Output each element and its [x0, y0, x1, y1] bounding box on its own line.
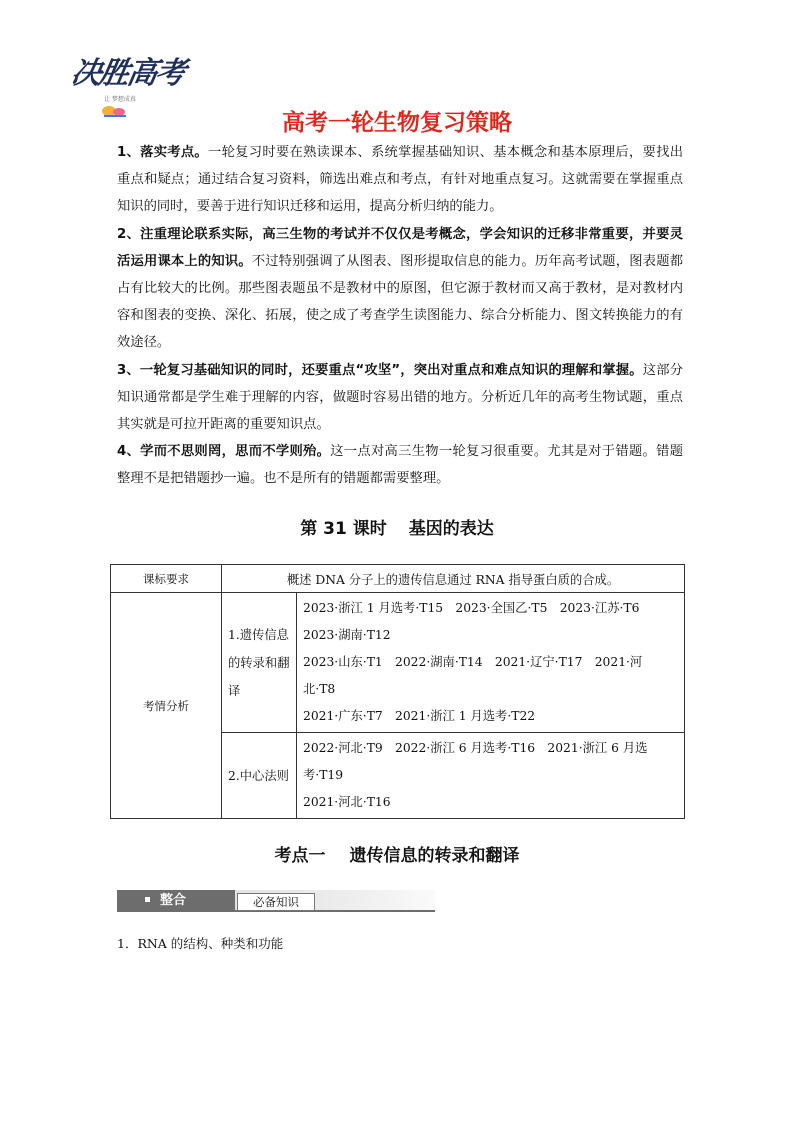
exam-line: 2021·河北·T16	[303, 795, 391, 809]
strategy-paragraph-1	[117, 139, 683, 221]
exam-line: 2021·广东·T7 2021·浙江 1 月选考·T22	[303, 709, 536, 723]
lesson-number: 第 31 课时	[300, 519, 387, 539]
lesson-name: 基因的表达	[408, 519, 494, 539]
exam-line: 2023·山东·T1 2022·湖南·T14 2021·辽宁·T17 2021·河	[303, 655, 643, 669]
curriculum-table	[110, 564, 685, 819]
strategy-point-1-body: 一轮复习时要在熟读课本、系统掌握基础知识、基本概念和基本原理后，要找出重点和疑点；通过结合复习资料，筛选出难点和考点，有针对地重点复习。这就需要在掌握重点知识的同时，要善于进行知识迁移和运用，提高分析归纳的能力。	[117, 145, 683, 215]
logo-text: 决胜高考	[68, 56, 187, 91]
topic-2-name: 2.中心法则	[222, 733, 297, 819]
strategy-paragraph-4	[117, 438, 683, 492]
keypoint-name: 遗传信息的转录和翻译	[349, 846, 520, 866]
exam-line: 考·T19	[303, 768, 344, 782]
analysis-label: 考情分析	[111, 593, 222, 819]
strategy-point-1-heading: 1、落实考点。	[117, 145, 209, 160]
logo-subtext: 让 梦想成真	[104, 96, 136, 103]
strategy-point-4-heading: 4、学而不思则罔，思而不学则殆。	[117, 444, 331, 460]
section-bar-subtag: 必备知识	[237, 893, 315, 911]
main-title: 高考一轮生物复习策略	[282, 110, 512, 136]
topic-1-exams	[297, 593, 685, 733]
exam-line: 2022·河北·T9 2022·浙江 6 月选考·T16 2021·浙江 6 月选	[303, 741, 648, 755]
strategy-paragraph-2	[117, 221, 683, 357]
topic-2-exams	[297, 733, 685, 819]
strategy-point-2-body: 不过特别强调了从图表、图形提取信息的能力。历年高考试题，图表题都占有比较大的比例。那些图表题虽不是教材中的原图，但它源于教材而又高于教材，是对教材内容和图表的变换、深化、拓展，使之成了考查学生读图能力、综合分析能力、图文转换能力的有效途径。	[117, 253, 684, 351]
strategy-point-3-heading: 3、一轮复习基础知识的同时，还要重点“攻坚”，突出对重点和难点知识的理解和掌握。	[117, 362, 643, 378]
topic-1-name: 1.遗传信息的转录和翻译	[222, 593, 297, 733]
strategy-point-4-body: 这一点对高三生物一轮复习很重要。尤其是对于错题。错题整理不是把错题抄一遍。也不是所有的错题都需要整理。	[117, 444, 683, 487]
lesson-title	[0, 514, 794, 539]
square-bullet-icon	[145, 897, 150, 902]
strategy-point-3-body: 这部分知识通常都是学生难于理解的内容，做题时容易出错的地方。分析近几年的高考生物试题，重点其实就是可拉开距离的重要知识点。	[117, 362, 684, 433]
table-row-topic-1	[111, 593, 685, 733]
table-row-requirement	[111, 565, 685, 593]
requirement-text: 概述 DNA 分子上的遗传信息通过 RNA 指导蛋白质的合成。	[222, 565, 685, 593]
section-bar-tag-label: 整合	[160, 893, 187, 908]
strategy-section	[117, 139, 683, 493]
section-bar	[117, 890, 435, 912]
keypoint-number: 考点一	[274, 846, 326, 866]
exam-line: 2023·湖南·T12	[303, 628, 391, 642]
requirement-label: 课标要求	[111, 565, 222, 593]
strategy-point-2-heading: 2、注重理论联系实际，高三生物的考试并不仅仅是考概念，学会知识的迁移非常重要，并要灵活运用课本上的知识。	[117, 226, 683, 269]
section-bar-tag	[117, 890, 235, 912]
subheading-1: 1．RNA 的结构、种类和功能	[117, 936, 284, 951]
exam-line: 北·T8	[303, 682, 336, 696]
keypoint-title	[0, 841, 794, 866]
exam-line: 2023·浙江 1 月选考·T15 2023·全国乙·T5 2023·江苏·T6	[303, 601, 640, 615]
strategy-paragraph-3	[117, 357, 683, 439]
